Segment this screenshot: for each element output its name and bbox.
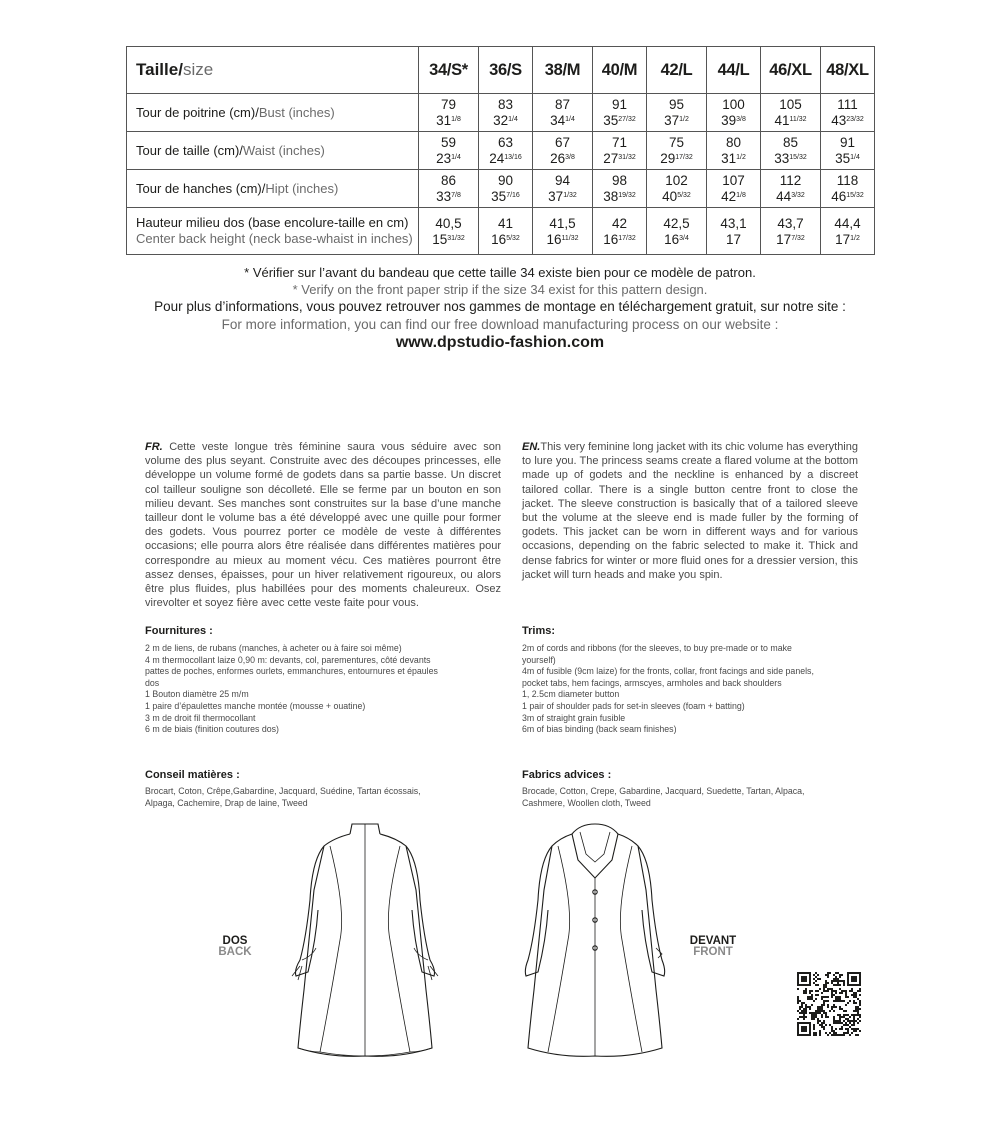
inch-fraction: 1/8 <box>451 116 461 123</box>
inch-fraction: 17/32 <box>675 154 693 161</box>
inch-value <box>821 150 874 166</box>
measurement-cell <box>707 208 761 255</box>
inch-whole: 34 <box>550 113 566 128</box>
inch-fraction: 1/2 <box>679 116 689 123</box>
row-label <box>127 208 419 255</box>
inch-whole: 39 <box>721 113 737 128</box>
measurement-cell <box>479 208 533 255</box>
inch-whole: 26 <box>550 151 566 166</box>
inch-fraction: 1/8 <box>736 192 746 199</box>
row-label <box>127 170 419 208</box>
inch-fraction: 23/32 <box>846 116 864 123</box>
supplies-title-en: Trims: <box>522 625 556 637</box>
list-item: 1 paire d’épaulettes manche montée (mousse + ouatine) <box>145 700 366 711</box>
inch-whole: 44 <box>776 189 792 204</box>
measurement-cell <box>821 94 875 132</box>
inch-fraction: 3/32 <box>791 192 805 199</box>
row-label-en: Center back height (neck base-whaist in inches) <box>136 231 413 246</box>
qr-code-icon <box>797 972 861 1036</box>
inch-fraction: 3/8 <box>736 116 746 123</box>
size-header-cell: 38/M <box>533 47 593 94</box>
inch-value <box>593 231 646 247</box>
inch-whole: 16 <box>491 231 507 247</box>
inch-fraction: 11/32 <box>561 234 579 242</box>
measurement-cell <box>647 208 707 255</box>
measurement-cell <box>761 94 821 132</box>
size-header-label-fr: Taille/ <box>136 60 183 79</box>
size-verify-note-fr: * Vérifier sur l’avant du bandeau que cette taille 34 existe bien pour ce modèle de patron. <box>244 265 756 280</box>
cm-value: 40,5 <box>435 215 462 231</box>
description-en-text: This very feminine long jacket with its chic volume has everything to lure you. The princess seams create a flared volume at the bottom made up of godets and the neckline is enhanced by a discreet tailored collar. There is a single button centre front to close the jacket. The sleeve construction is basically that of a tailored sleeve but the volume at the sleeve end is made fuller by the forming of godets. This jacket can be worn in different ways and for various occasions, depending on the fabric selected to make it. Thick and dense fabrics for winter or more fluid ones for a dressier version, this jacket will turn heads and make you spin. <box>522 441 858 581</box>
inch-whole: 16 <box>546 231 562 247</box>
list-item: 4 m thermocollant laize 0,90 m: devants, col, parementures, côté devants <box>145 654 431 665</box>
row-label-fr: Tour de poitrine (cm)/ <box>136 104 259 120</box>
cm-value: 112 <box>779 173 802 188</box>
cm-value: 83 <box>497 97 514 112</box>
row-label-en: Bust (inches) <box>258 104 335 120</box>
list-item: 1 pair of shoulder pads for set-in sleeves (foam + batting) <box>522 700 745 711</box>
measurement-cell <box>647 132 707 170</box>
inch-fraction: 1/4 <box>565 116 575 123</box>
inch-whole: 32 <box>493 113 509 128</box>
cm-value: 41,5 <box>549 215 576 231</box>
cm-value: 87 <box>554 97 571 112</box>
size-table-body <box>127 47 875 255</box>
size-header-cell: 42/L <box>647 47 707 94</box>
inch-value <box>419 150 478 166</box>
inch-fraction: 5/32 <box>506 234 520 242</box>
list-item: 1 Bouton diamètre 25 m/m <box>145 689 249 700</box>
back-label-en: BACK <box>218 946 252 958</box>
inch-fraction: 17/32 <box>618 234 636 242</box>
cm-value: 80 <box>725 135 742 150</box>
size-header-cell: 36/S <box>479 47 533 94</box>
cm-value: 43,1 <box>720 215 747 231</box>
measurement-cell <box>761 208 821 255</box>
list-item: 3m of straight grain fusible <box>522 712 626 723</box>
cm-value: 75 <box>668 135 685 150</box>
measurement-cell <box>533 132 593 170</box>
back-label-fr: DOS <box>222 935 248 947</box>
front-view-label <box>680 936 746 958</box>
cm-value: 90 <box>497 173 514 188</box>
inch-fraction: 31/32 <box>618 154 636 161</box>
inch-value <box>419 231 478 247</box>
measurement-cell <box>533 208 593 255</box>
row-label-fr: Tour de taille (cm)/ <box>136 142 243 158</box>
inch-value <box>707 188 760 204</box>
measurement-cell <box>533 94 593 132</box>
cm-value: 41 <box>497 215 514 231</box>
inch-fraction: 19/32 <box>618 192 636 199</box>
description-en-lead: EN. <box>522 441 541 453</box>
inch-whole: 23 <box>436 151 452 166</box>
list-item: Cashmere, Woollen cloth, Tweed <box>522 797 651 808</box>
cm-value: 95 <box>668 97 685 112</box>
list-item: Brocade, Cotton, Crepe, Gabardine, Jacquard, Suedette, Tartan, Alpaca, <box>522 786 805 796</box>
inch-value <box>479 112 532 128</box>
inch-value <box>419 188 478 204</box>
inch-value <box>761 150 820 166</box>
cm-value: 98 <box>611 173 628 188</box>
size-header-cell: 34/S* <box>419 47 479 94</box>
inch-value <box>761 231 820 247</box>
front-label-fr: DEVANT <box>689 935 737 947</box>
inch-whole: 15 <box>432 231 448 247</box>
supplies-list-en <box>522 643 862 736</box>
list-item: 2 m de liens, de rubans (manches, à acheter ou à faire soi même) <box>145 643 402 653</box>
cm-value: 43,7 <box>777 215 804 231</box>
measurement-cell <box>479 132 533 170</box>
inch-value <box>647 231 706 247</box>
inch-value <box>479 231 532 247</box>
inch-whole: 42 <box>721 189 737 204</box>
inch-fraction: 1/2 <box>736 154 746 161</box>
measurement-cell <box>821 132 875 170</box>
inch-whole: 27 <box>603 151 619 166</box>
inch-value <box>593 150 646 166</box>
inch-whole: 46 <box>831 189 847 204</box>
cm-value: 94 <box>554 173 571 188</box>
inch-value <box>821 188 874 204</box>
measurement-cell <box>707 170 761 208</box>
inch-fraction: 31/32 <box>447 234 465 242</box>
inch-fraction: 5/32 <box>677 192 691 199</box>
inch-whole: 37 <box>548 189 564 204</box>
list-item: 2m of cords and ribbons (for the sleeves, to buy pre-made or to make <box>522 643 792 653</box>
cm-value: 44,4 <box>834 215 861 231</box>
inch-value <box>533 112 592 128</box>
inch-whole: 40 <box>662 189 678 204</box>
measurement-cell <box>647 94 707 132</box>
inch-whole: 24 <box>489 151 505 166</box>
list-item: Alpaga, Cachemire, Drap de laine, Tweed <box>145 797 308 808</box>
measurement-cell <box>821 208 875 255</box>
info-note-fr: Pour plus d’informations, vous pouvez retrouver nos gammes de montage en téléchargement gratuit, sur notre site : <box>154 299 846 314</box>
inch-fraction: 1/2 <box>850 234 860 242</box>
jacket-back-drawing <box>290 820 440 1070</box>
table-row <box>127 132 875 170</box>
cm-value: 102 <box>665 173 688 188</box>
inch-value <box>533 150 592 166</box>
inch-value <box>707 231 760 247</box>
size-header-cell: 48/XL <box>821 47 875 94</box>
cm-value: 105 <box>779 97 802 112</box>
measurement-cell <box>761 170 821 208</box>
cm-value: 67 <box>554 135 571 150</box>
inch-value <box>479 188 532 204</box>
inch-fraction: 1/4 <box>508 116 518 123</box>
cm-value: 85 <box>782 135 799 150</box>
front-label-en: FRONT <box>693 946 733 958</box>
list-item: 1, 2.5cm diameter button <box>522 689 620 700</box>
measurement-cell <box>419 208 479 255</box>
size-verify-note-en: * Verify on the front paper strip if the size 34 exist for this pattern design. <box>292 282 708 297</box>
cm-value: 63 <box>497 135 514 150</box>
cm-value: 86 <box>440 173 457 188</box>
measurement-cell <box>821 170 875 208</box>
inch-value <box>647 188 706 204</box>
cm-value: 118 <box>836 173 859 188</box>
inch-fraction: 7/16 <box>506 192 520 199</box>
cm-value: 42 <box>611 215 628 231</box>
size-header-label <box>127 47 419 94</box>
measurement-cell <box>593 170 647 208</box>
inch-value <box>533 188 592 204</box>
inch-whole: 16 <box>603 231 619 247</box>
inch-fraction: 7/32 <box>791 234 805 242</box>
inch-value <box>419 112 478 128</box>
measurement-cell <box>419 132 479 170</box>
inch-fraction: 1/4 <box>850 154 860 161</box>
size-table <box>126 46 875 255</box>
inch-whole: 43 <box>831 113 847 128</box>
size-header-cell: 46/XL <box>761 47 821 94</box>
website-link[interactable]: www.dpstudio-fashion.com <box>395 334 605 351</box>
inch-value <box>533 231 592 247</box>
inch-whole: 35 <box>491 189 507 204</box>
inch-value <box>761 112 820 128</box>
inch-fraction: 15/32 <box>789 154 807 161</box>
measurement-cell <box>761 132 821 170</box>
cm-value: 71 <box>611 135 628 150</box>
measurement-cell <box>707 132 761 170</box>
cm-value: 107 <box>722 173 745 188</box>
inch-whole: 31 <box>436 113 452 128</box>
table-row <box>127 208 875 255</box>
fabrics-list-fr <box>145 786 495 809</box>
fabrics-title-fr: Conseil matières : <box>145 769 240 781</box>
inch-whole: 31 <box>721 151 737 166</box>
inch-whole: 35 <box>835 151 851 166</box>
cm-value: 100 <box>722 97 745 112</box>
inch-fraction: 1/32 <box>563 192 577 199</box>
inch-fraction: 13/16 <box>504 154 522 161</box>
size-header-row <box>127 47 875 94</box>
measurement-cell <box>593 208 647 255</box>
inch-whole: 17 <box>835 231 851 247</box>
supplies-title-fr: Fournitures : <box>145 625 213 637</box>
inch-value <box>593 112 646 128</box>
row-label <box>127 94 419 132</box>
fabrics-list-en <box>522 786 872 809</box>
inch-fraction: 1/4 <box>451 154 461 161</box>
info-note-en: For more information, you can find our free download manufacturing process on our website : <box>221 317 779 332</box>
list-item: pocket tabs, hem facings, armscyes, armholes and back shoulders <box>522 677 782 688</box>
cm-value: 59 <box>440 135 457 150</box>
inch-value <box>761 188 820 204</box>
measurement-cell <box>533 170 593 208</box>
inch-whole: 41 <box>774 113 790 128</box>
table-row <box>127 94 875 132</box>
inch-fraction: 3/8 <box>565 154 575 161</box>
inch-fraction: 11/32 <box>789 116 807 123</box>
back-view-label <box>205 936 265 958</box>
inch-value <box>821 231 874 247</box>
list-item: Brocart, Coton, Crêpe,Gabardine, Jacquard, Suédine, Tartan écossais, <box>145 786 421 796</box>
inch-whole: 17 <box>725 231 742 247</box>
cm-value: 42,5 <box>663 215 690 231</box>
inch-whole: 17 <box>776 231 792 247</box>
list-item: 4m of fusible (9cm laize) for the fronts, collar, front facings and side panels, <box>522 666 814 677</box>
list-item: yourself) <box>522 654 556 665</box>
inch-value <box>707 150 760 166</box>
inch-whole: 33 <box>436 189 452 204</box>
inch-fraction: 27/32 <box>618 116 636 123</box>
inch-whole: 37 <box>664 113 680 128</box>
inch-value <box>821 112 874 128</box>
measurement-cell <box>593 132 647 170</box>
row-label-fr: Tour de hanches (cm)/ <box>136 180 266 196</box>
inch-value <box>647 112 706 128</box>
row-label-fr: Hauteur milieu dos (base encolure-taille en cm) <box>136 215 409 230</box>
size-header-cell: 40/M <box>593 47 647 94</box>
list-item: pattes de poches, enformes ourlets, emmanchures, entournures et épaules <box>145 666 438 677</box>
measurement-cell <box>647 170 707 208</box>
list-item: 6m of bias binding (back seam finishes) <box>522 724 677 735</box>
fabrics-title-en: Fabrics advices : <box>522 769 612 781</box>
inch-fraction: 3/4 <box>679 234 689 242</box>
inch-whole: 16 <box>664 231 680 247</box>
list-item: 6 m de biais (finition coutures dos) <box>145 724 279 735</box>
inch-fraction: 7/8 <box>451 192 461 199</box>
description-fr <box>145 440 501 610</box>
measurement-cell <box>593 94 647 132</box>
row-label-en: Hipt (inches) <box>265 180 339 196</box>
inch-whole: 38 <box>603 189 619 204</box>
list-item: 3 m de droit fil thermocollant <box>145 712 256 723</box>
supplies-list-fr <box>145 643 495 736</box>
inch-whole: 35 <box>603 113 619 128</box>
size-header-cell: 44/L <box>707 47 761 94</box>
cm-value: 91 <box>611 97 628 112</box>
inch-value <box>707 112 760 128</box>
size-header-label-en: size <box>182 60 214 79</box>
inch-value <box>479 150 532 166</box>
inch-value <box>647 150 706 166</box>
measurement-cell <box>707 94 761 132</box>
measurement-cell <box>419 94 479 132</box>
description-fr-text: Cette veste longue très féminine saura vous séduire avec son volume des plus seyant. Construite avec des découpes princesses, elle développe un volume formé de godets dans sa partie basse. Un discret col tailleur souligne son décolleté. Elle se ferme par un bouton en son milieu devant. Ses manches sont construites sur la base d’une manche tailleur dont le volume bas a été développé avec une quille pour former des godets. Vous pourrez porter ce modèle de veste à différentes occasions; elle pourra alors être réalisée dans différentes matières pour correspondre au mieux au moment vécu. Ces matières pourront être assez denses, épaisses, pour un hiver relativement rigoureux, ou alors être plus fluides, plus habillées pour des moments chaleureux. Osez virevolter et soyez fière avec cette veste faite pour vous. <box>145 441 501 610</box>
cm-value: 91 <box>839 135 856 150</box>
measurement-cell <box>479 94 533 132</box>
inch-value <box>593 188 646 204</box>
description-fr-lead: FR. <box>145 441 163 453</box>
row-label-en: Waist (inches) <box>242 142 325 158</box>
list-item: dos <box>145 677 160 688</box>
measurement-cell <box>419 170 479 208</box>
cm-value: 111 <box>837 97 858 112</box>
row-label <box>127 132 419 170</box>
table-row <box>127 170 875 208</box>
inch-whole: 33 <box>774 151 790 166</box>
inch-whole: 29 <box>660 151 676 166</box>
description-en <box>522 440 858 582</box>
jacket-front-drawing <box>520 820 670 1070</box>
measurement-cell <box>479 170 533 208</box>
inch-fraction: 15/32 <box>846 192 864 199</box>
cm-value: 79 <box>440 97 457 112</box>
